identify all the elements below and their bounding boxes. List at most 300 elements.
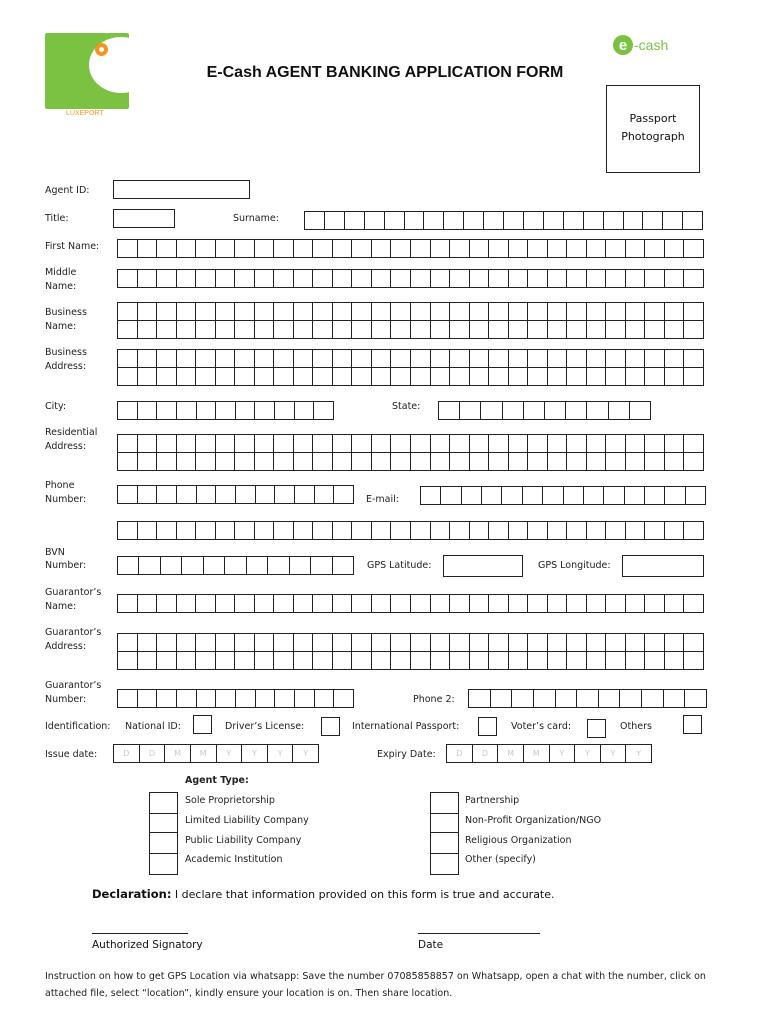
char-cell[interactable] — [352, 652, 372, 669]
char-cell[interactable] — [411, 453, 431, 470]
char-cell[interactable] — [333, 303, 353, 320]
char-cell[interactable] — [489, 435, 509, 452]
char-cell[interactable] — [411, 270, 431, 287]
char-cell[interactable] — [665, 453, 685, 470]
char-cell[interactable] — [481, 402, 502, 419]
char-cell[interactable] — [441, 487, 461, 504]
char-cell[interactable] — [157, 453, 177, 470]
char-cell[interactable] — [197, 690, 217, 707]
char-cell[interactable] — [534, 690, 556, 707]
char-cell[interactable] — [333, 453, 353, 470]
passport-photo-box[interactable]: Passport Photograph — [606, 85, 700, 173]
char-cell[interactable] — [235, 522, 255, 539]
issue-date-field[interactable] — [113, 744, 319, 763]
char-cell[interactable] — [177, 522, 197, 539]
char-cell[interactable] — [216, 402, 236, 419]
char-cell[interactable] — [290, 557, 311, 574]
char-cell[interactable] — [235, 240, 255, 257]
char-cell[interactable] — [684, 240, 703, 257]
char-cell[interactable] — [509, 595, 529, 612]
char-cell[interactable] — [216, 303, 236, 320]
char-cell[interactable] — [411, 321, 431, 338]
char-cell[interactable] — [684, 368, 703, 385]
char-cell[interactable] — [294, 321, 314, 338]
char-cell[interactable] — [352, 634, 372, 651]
char-cell[interactable] — [161, 557, 182, 574]
char-cell[interactable] — [470, 595, 490, 612]
char-cell[interactable] — [431, 595, 451, 612]
char-cell[interactable] — [489, 270, 509, 287]
char-cell[interactable] — [587, 321, 607, 338]
char-cell[interactable] — [584, 487, 604, 504]
char-cell[interactable] — [313, 303, 333, 320]
char-cell[interactable] — [524, 402, 545, 419]
char-cell[interactable] — [626, 350, 646, 367]
char-cell[interactable] — [314, 402, 333, 419]
char-cell[interactable] — [548, 435, 568, 452]
char-cell[interactable] — [333, 522, 353, 539]
char-cell[interactable] — [587, 634, 607, 651]
char-cell[interactable] — [157, 270, 177, 287]
char-cell[interactable] — [587, 522, 607, 539]
char-cell[interactable] — [606, 368, 626, 385]
char-cell[interactable] — [235, 303, 255, 320]
char-cell[interactable] — [138, 522, 158, 539]
char-cell[interactable] — [157, 435, 177, 452]
char-cell[interactable] — [311, 557, 332, 574]
char-cell[interactable] — [684, 453, 703, 470]
char-cell[interactable] — [255, 522, 275, 539]
char-cell[interactable] — [606, 453, 626, 470]
char-cell[interactable] — [196, 368, 216, 385]
char-cell[interactable] — [255, 595, 275, 612]
char-cell[interactable] — [247, 557, 268, 574]
char-cell[interactable] — [643, 212, 663, 229]
char-cell[interactable] — [157, 522, 177, 539]
char-cell[interactable] — [509, 453, 529, 470]
char-cell[interactable] — [524, 212, 544, 229]
email-field-line2[interactable] — [117, 521, 704, 540]
non-profit-checkbox[interactable] — [430, 813, 459, 833]
char-cell[interactable] — [313, 240, 333, 257]
char-cell[interactable] — [606, 435, 626, 452]
char-cell[interactable] — [450, 350, 470, 367]
char-cell[interactable] — [528, 368, 548, 385]
char-cell[interactable] — [411, 595, 431, 612]
char-cell[interactable] — [138, 270, 158, 287]
char-cell[interactable] — [235, 350, 255, 367]
char-cell[interactable] — [118, 321, 138, 338]
others-checkbox[interactable] — [683, 715, 702, 734]
char-cell[interactable] — [274, 652, 294, 669]
char-cell[interactable] — [255, 652, 275, 669]
char-cell[interactable] — [118, 270, 138, 287]
char-cell[interactable] — [157, 240, 177, 257]
char-cell[interactable] — [512, 690, 534, 707]
char-cell[interactable] — [528, 321, 548, 338]
char-cell[interactable] — [385, 212, 405, 229]
char-cell[interactable] — [509, 368, 529, 385]
char-cell[interactable] — [334, 690, 353, 707]
char-cell[interactable] — [177, 350, 197, 367]
date-cell[interactable]: D — [140, 745, 166, 762]
char-cell[interactable] — [294, 522, 314, 539]
char-cell[interactable] — [626, 270, 646, 287]
char-cell[interactable] — [274, 453, 294, 470]
char-cell[interactable] — [462, 487, 482, 504]
char-cell[interactable] — [566, 402, 587, 419]
char-cell[interactable] — [556, 690, 578, 707]
char-cell[interactable] — [684, 652, 703, 669]
char-cell[interactable] — [315, 486, 335, 503]
char-cell[interactable] — [587, 595, 607, 612]
char-cell[interactable] — [587, 652, 607, 669]
date-cell[interactable]: Y — [242, 745, 268, 762]
char-cell[interactable] — [294, 270, 314, 287]
char-cell[interactable] — [138, 634, 158, 651]
char-cell[interactable] — [470, 240, 490, 257]
char-cell[interactable] — [528, 522, 548, 539]
char-cell[interactable] — [665, 487, 685, 504]
char-cell[interactable] — [489, 522, 509, 539]
char-cell[interactable] — [431, 634, 451, 651]
gps-longitude-field[interactable] — [622, 555, 704, 577]
char-cell[interactable] — [606, 270, 626, 287]
char-cell[interactable] — [528, 270, 548, 287]
date-cell[interactable]: Y — [268, 745, 294, 762]
char-cell[interactable] — [216, 453, 236, 470]
char-cell[interactable] — [197, 486, 217, 503]
char-cell[interactable] — [509, 240, 529, 257]
char-cell[interactable] — [587, 270, 607, 287]
char-cell[interactable] — [684, 303, 703, 320]
char-cell[interactable] — [294, 303, 314, 320]
agent-id-field[interactable] — [113, 180, 250, 199]
char-cell[interactable] — [665, 368, 685, 385]
char-cell[interactable] — [235, 453, 255, 470]
char-cell[interactable] — [509, 634, 529, 651]
char-cell[interactable] — [216, 368, 236, 385]
char-cell[interactable] — [548, 368, 568, 385]
char-cell[interactable] — [567, 652, 587, 669]
char-cell[interactable] — [391, 435, 411, 452]
char-cell[interactable] — [352, 321, 372, 338]
char-cell[interactable] — [665, 652, 685, 669]
char-cell[interactable] — [625, 487, 645, 504]
char-cell[interactable] — [645, 270, 665, 287]
char-cell[interactable] — [645, 487, 665, 504]
char-cell[interactable] — [157, 350, 177, 367]
char-cell[interactable] — [275, 690, 295, 707]
char-cell[interactable] — [295, 486, 315, 503]
char-cell[interactable] — [548, 303, 568, 320]
char-cell[interactable] — [196, 453, 216, 470]
char-cell[interactable] — [620, 690, 642, 707]
char-cell[interactable] — [345, 212, 365, 229]
char-cell[interactable] — [489, 595, 509, 612]
char-cell[interactable] — [313, 453, 333, 470]
char-cell[interactable] — [255, 240, 275, 257]
char-cell[interactable] — [295, 402, 315, 419]
char-cell[interactable] — [294, 435, 314, 452]
char-cell[interactable] — [450, 652, 470, 669]
char-cell[interactable] — [274, 270, 294, 287]
char-cell[interactable] — [294, 350, 314, 367]
date-cell[interactable]: Y — [601, 745, 627, 762]
char-cell[interactable] — [544, 212, 564, 229]
char-cell[interactable] — [567, 321, 587, 338]
char-cell[interactable] — [352, 368, 372, 385]
char-cell[interactable] — [391, 368, 411, 385]
char-cell[interactable] — [470, 522, 490, 539]
char-cell[interactable] — [683, 212, 702, 229]
char-cell[interactable] — [663, 212, 683, 229]
char-cell[interactable] — [439, 402, 460, 419]
char-cell[interactable] — [645, 350, 665, 367]
char-cell[interactable] — [391, 652, 411, 669]
char-cell[interactable] — [684, 270, 703, 287]
char-cell[interactable] — [177, 402, 197, 419]
char-cell[interactable] — [470, 368, 490, 385]
char-cell[interactable] — [333, 321, 353, 338]
char-cell[interactable] — [196, 321, 216, 338]
char-cell[interactable] — [482, 487, 502, 504]
char-cell[interactable] — [567, 270, 587, 287]
char-cell[interactable] — [352, 350, 372, 367]
char-cell[interactable] — [372, 634, 392, 651]
char-cell[interactable] — [450, 435, 470, 452]
char-cell[interactable] — [196, 240, 216, 257]
business-name-field-line2[interactable] — [117, 320, 704, 339]
char-cell[interactable] — [606, 522, 626, 539]
char-cell[interactable] — [225, 557, 246, 574]
char-cell[interactable] — [548, 453, 568, 470]
guarantor-address-field-line1[interactable] — [117, 633, 704, 652]
char-cell[interactable] — [177, 453, 197, 470]
char-cell[interactable] — [450, 634, 470, 651]
char-cell[interactable] — [489, 634, 509, 651]
char-cell[interactable] — [118, 303, 138, 320]
char-cell[interactable] — [450, 321, 470, 338]
char-cell[interactable] — [118, 522, 138, 539]
char-cell[interactable] — [567, 435, 587, 452]
char-cell[interactable] — [567, 634, 587, 651]
public-liability-checkbox[interactable] — [149, 832, 178, 854]
char-cell[interactable] — [665, 595, 685, 612]
char-cell[interactable] — [606, 634, 626, 651]
char-cell[interactable] — [274, 435, 294, 452]
char-cell[interactable] — [255, 270, 275, 287]
char-cell[interactable] — [504, 212, 524, 229]
date-cell[interactable]: Y — [575, 745, 601, 762]
char-cell[interactable] — [587, 350, 607, 367]
char-cell[interactable] — [118, 435, 138, 452]
char-cell[interactable] — [313, 634, 333, 651]
first-name-field[interactable] — [117, 239, 704, 258]
academic-institution-checkbox[interactable] — [149, 853, 178, 875]
char-cell[interactable] — [177, 368, 197, 385]
surname-field[interactable] — [304, 211, 703, 230]
char-cell[interactable] — [372, 453, 392, 470]
char-cell[interactable] — [405, 212, 425, 229]
char-cell[interactable] — [157, 690, 177, 707]
char-cell[interactable] — [204, 557, 225, 574]
date-cell[interactable]: M — [498, 745, 524, 762]
char-cell[interactable] — [411, 435, 431, 452]
char-cell[interactable] — [665, 435, 685, 452]
char-cell[interactable] — [489, 303, 509, 320]
char-cell[interactable] — [177, 652, 197, 669]
char-cell[interactable] — [606, 350, 626, 367]
char-cell[interactable] — [604, 212, 624, 229]
sole-proprietorship-checkbox[interactable] — [149, 792, 178, 814]
char-cell[interactable] — [528, 350, 548, 367]
char-cell[interactable] — [333, 652, 353, 669]
char-cell[interactable] — [684, 522, 703, 539]
char-cell[interactable] — [470, 303, 490, 320]
char-cell[interactable] — [255, 402, 275, 419]
business-address-field-line2[interactable] — [117, 367, 704, 386]
char-cell[interactable] — [138, 453, 158, 470]
char-cell[interactable] — [469, 690, 491, 707]
title-field[interactable] — [113, 209, 175, 228]
char-cell[interactable] — [333, 350, 353, 367]
char-cell[interactable] — [313, 595, 333, 612]
char-cell[interactable] — [177, 435, 197, 452]
char-cell[interactable] — [645, 652, 665, 669]
char-cell[interactable] — [509, 522, 529, 539]
char-cell[interactable] — [411, 652, 431, 669]
char-cell[interactable] — [255, 303, 275, 320]
char-cell[interactable] — [587, 435, 607, 452]
char-cell[interactable] — [489, 350, 509, 367]
char-cell[interactable] — [626, 652, 646, 669]
char-cell[interactable] — [411, 350, 431, 367]
char-cell[interactable] — [294, 634, 314, 651]
char-cell[interactable] — [665, 303, 685, 320]
char-cell[interactable] — [138, 435, 158, 452]
char-cell[interactable] — [489, 652, 509, 669]
char-cell[interactable] — [157, 321, 177, 338]
char-cell[interactable] — [450, 270, 470, 287]
char-cell[interactable] — [295, 690, 315, 707]
char-cell[interactable] — [333, 595, 353, 612]
char-cell[interactable] — [470, 634, 490, 651]
char-cell[interactable] — [391, 321, 411, 338]
char-cell[interactable] — [548, 522, 568, 539]
char-cell[interactable] — [274, 634, 294, 651]
char-cell[interactable] — [528, 453, 548, 470]
char-cell[interactable] — [470, 435, 490, 452]
char-cell[interactable] — [313, 321, 333, 338]
char-cell[interactable] — [157, 595, 177, 612]
char-cell[interactable] — [548, 270, 568, 287]
date-cell[interactable]: M — [165, 745, 191, 762]
char-cell[interactable] — [528, 435, 548, 452]
char-cell[interactable] — [567, 522, 587, 539]
char-cell[interactable] — [372, 303, 392, 320]
char-cell[interactable] — [431, 350, 451, 367]
char-cell[interactable] — [626, 435, 646, 452]
char-cell[interactable] — [609, 402, 630, 419]
char-cell[interactable] — [255, 321, 275, 338]
char-cell[interactable] — [391, 240, 411, 257]
char-cell[interactable] — [274, 368, 294, 385]
char-cell[interactable] — [182, 557, 203, 574]
char-cell[interactable] — [177, 595, 197, 612]
char-cell[interactable] — [216, 652, 236, 669]
char-cell[interactable] — [528, 303, 548, 320]
char-cell[interactable] — [464, 212, 484, 229]
char-cell[interactable] — [196, 634, 216, 651]
char-cell[interactable] — [352, 522, 372, 539]
char-cell[interactable] — [528, 652, 548, 669]
char-cell[interactable] — [626, 303, 646, 320]
char-cell[interactable] — [523, 487, 543, 504]
residential-address-field-line1[interactable] — [117, 434, 704, 453]
char-cell[interactable] — [431, 435, 451, 452]
char-cell[interactable] — [391, 634, 411, 651]
char-cell[interactable] — [118, 240, 138, 257]
char-cell[interactable] — [118, 402, 138, 419]
char-cell[interactable] — [567, 240, 587, 257]
char-cell[interactable] — [645, 240, 665, 257]
char-cell[interactable] — [372, 368, 392, 385]
char-cell[interactable] — [118, 453, 138, 470]
char-cell[interactable] — [528, 634, 548, 651]
char-cell[interactable] — [235, 595, 255, 612]
char-cell[interactable] — [587, 402, 608, 419]
char-cell[interactable] — [352, 240, 372, 257]
char-cell[interactable] — [352, 595, 372, 612]
char-cell[interactable] — [431, 652, 451, 669]
char-cell[interactable] — [606, 595, 626, 612]
char-cell[interactable] — [294, 453, 314, 470]
char-cell[interactable] — [450, 368, 470, 385]
char-cell[interactable] — [509, 435, 529, 452]
middle-name-field[interactable] — [117, 269, 704, 288]
char-cell[interactable] — [333, 557, 353, 574]
date-cell[interactable]: M — [191, 745, 217, 762]
char-cell[interactable] — [196, 595, 216, 612]
char-cell[interactable] — [444, 212, 464, 229]
char-cell[interactable] — [294, 595, 314, 612]
char-cell[interactable] — [484, 212, 504, 229]
date-line[interactable] — [418, 933, 540, 934]
city-field[interactable] — [117, 401, 334, 420]
date-cell[interactable]: Y — [550, 745, 576, 762]
char-cell[interactable] — [684, 634, 703, 651]
char-cell[interactable] — [391, 453, 411, 470]
date-cell[interactable]: D — [447, 745, 473, 762]
international-passport-checkbox[interactable] — [478, 717, 497, 736]
char-cell[interactable] — [564, 212, 584, 229]
char-cell[interactable] — [528, 595, 548, 612]
char-cell[interactable] — [196, 522, 216, 539]
char-cell[interactable] — [268, 557, 289, 574]
date-cell[interactable]: Y — [217, 745, 243, 762]
char-cell[interactable] — [587, 453, 607, 470]
char-cell[interactable] — [509, 321, 529, 338]
char-cell[interactable] — [256, 690, 276, 707]
char-cell[interactable] — [313, 435, 333, 452]
char-cell[interactable] — [450, 303, 470, 320]
char-cell[interactable] — [352, 435, 372, 452]
char-cell[interactable] — [567, 595, 587, 612]
char-cell[interactable] — [138, 240, 158, 257]
national-id-checkbox[interactable] — [193, 715, 212, 734]
char-cell[interactable] — [548, 652, 568, 669]
